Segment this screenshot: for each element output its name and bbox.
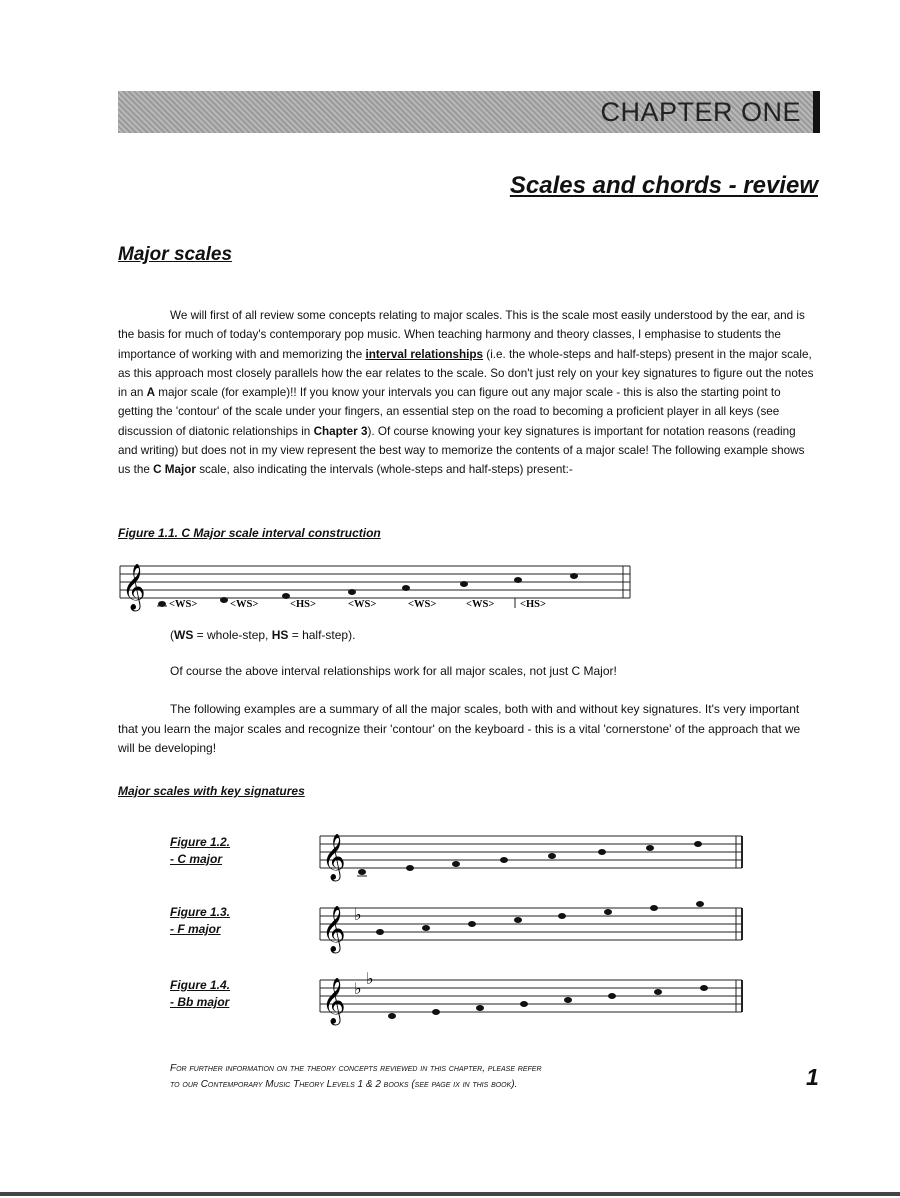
- chapter-label: CHAPTER ONE: [600, 97, 801, 127]
- note-line: Of course the above interval relationships work for all major scales, not just C Major!: [170, 664, 617, 678]
- interval-label: <WS>: [169, 599, 198, 610]
- interval-label: <HS>: [520, 599, 546, 610]
- treble-clef-icon: 𝄞: [322, 978, 346, 1024]
- figure-1-3-label: Figure 1.3. - F major: [170, 905, 231, 936]
- flat-icon: ♭: [354, 979, 362, 998]
- chapter-header-bar: [118, 91, 820, 133]
- subsection-title: Major scales with key signatures: [118, 784, 305, 798]
- figure-1-1-staff: [120, 558, 632, 618]
- intro-paragraph: We will first of all review some concepts relating to major scales. This is the scale most easily understood by the ear, and is the basis for much of today's contemporary pop music. When teaching harmony and theory classes, I emphasise to students the importance of working with and memorizing the interval relationships (i.e. the whole-steps and half-steps) present in the major scale, as this approach most closely parallels how the ear relates to the scale. So don't just rely on your key signatures to figure out the notes in an A major scale (for example)!! If you know your intervals you can figure out any major scale - this is also the starting point to getting the 'contour' of the scale under your fingers, an essential step on the road to becoming a proficient player in all keys (see discussion of diatonic relationships in Chapter 3). Of course knowing your key signatures is important for notation reasons (reading and writing) but does not in my view represent the best way to memorize the contents of a major scale! The following example shows us the C Major scale, also indicating the intervals (whole-steps and half-steps) present:-: [118, 309, 814, 477]
- figure-1-3-staff: [320, 898, 744, 958]
- interval-relationships-term: interval relationships: [365, 347, 484, 361]
- footnote: For further information on the theory concepts reviewed in this chapter, please refer to our Contemporary Music Theory Levels 1 & 2 books (see page ix in this book).: [170, 1063, 542, 1090]
- interval-label: <HS>: [290, 599, 316, 610]
- figure-1-2-staff: [320, 826, 744, 886]
- figure-1-2-label: Figure 1.2. - C major: [170, 835, 231, 866]
- figure-1-4-staff: [320, 970, 744, 1030]
- treble-clef-icon: 𝄞: [322, 906, 346, 952]
- figure-1-1-caption: Figure 1.1. C Major scale interval construction: [118, 526, 381, 540]
- treble-clef-icon: 𝄞: [122, 564, 146, 610]
- interval-label: <WS>: [466, 599, 495, 610]
- interval-legend: (WS = whole-step, HS = half-step).: [170, 628, 356, 642]
- flat-icon: ♭: [366, 969, 374, 988]
- page-number: 1: [806, 1064, 819, 1090]
- figure-1-4-label: Figure 1.4. - Bb major: [170, 978, 231, 1009]
- interval-label: <WS>: [408, 599, 437, 610]
- page-title: Scales and chords - review: [509, 172, 818, 199]
- treble-clef-icon: 𝄞: [322, 834, 346, 880]
- bottom-rule: [0, 1192, 900, 1196]
- flat-icon: ♭: [354, 905, 362, 924]
- section-title: Major scales: [118, 244, 233, 265]
- summary-paragraph: The following examples are a summary of all the major scales, both with and without key signatures. It's very important that you learn the major scales and recognize their 'contour' on the keyboard - this is a vital 'cornerstone' of the approach that we will be developing!: [118, 702, 801, 755]
- interval-label: <WS>: [230, 599, 259, 610]
- interval-label: <WS>: [348, 599, 377, 610]
